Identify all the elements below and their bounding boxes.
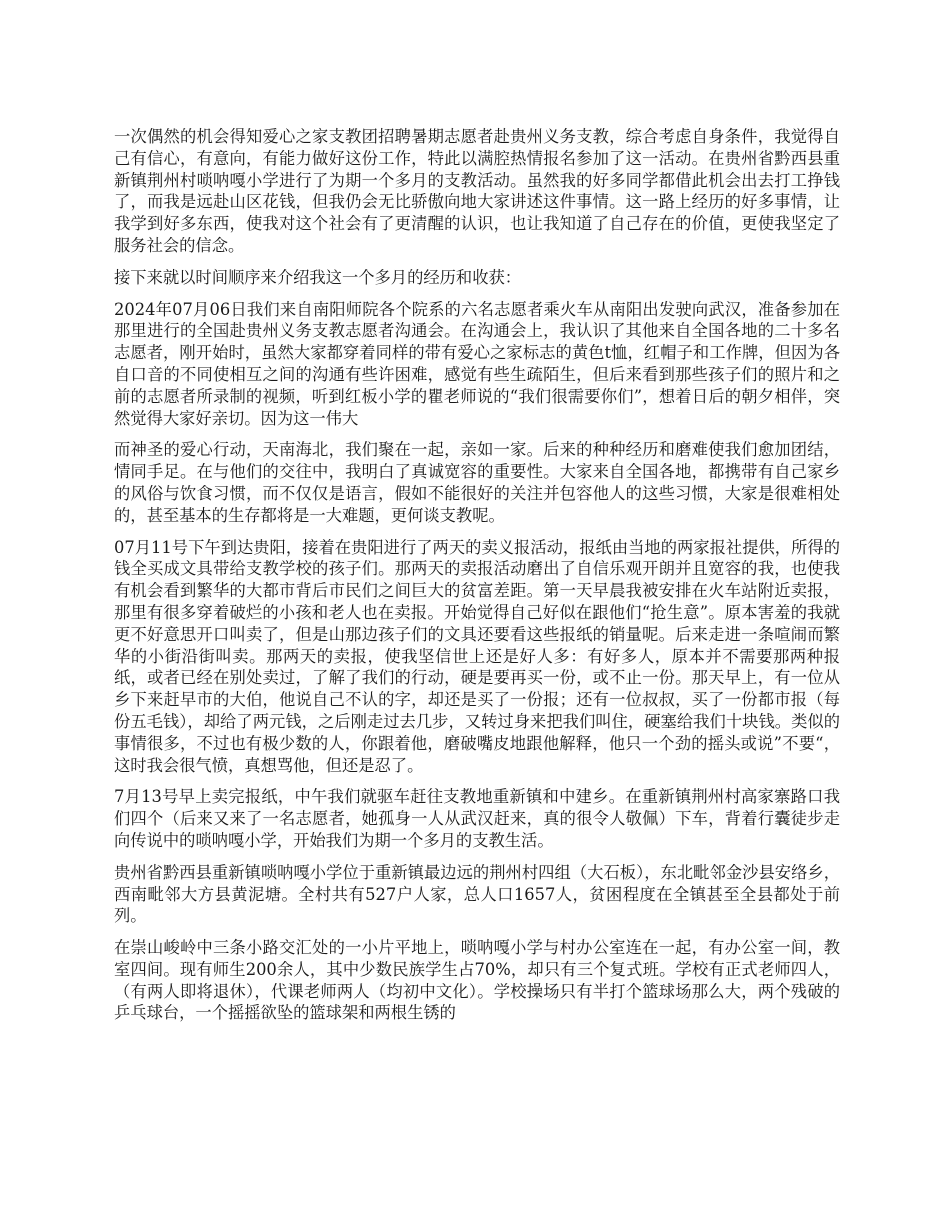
paragraph-school-description: 在崇山峻岭中三条小路交汇处的一小片平地上，唢呐嘎小学与村办公室连在一起，有办公室一间，教室四间。现有师生200余人，其中少数民族学生占70%，却只有三个复式班。学校有正式老师四人，（有两人即将退休），代课老师两人（均初中文化）。学校操场只有半打个篮球场那么大，两个残破的乒乓球台，一个摇摇欲坠的篮球架和两根生锈的 (114, 938, 840, 1023)
paragraph-wuhan-meeting: 2024年07月06日我们来自南阳师院各个院系的六名志愿者乘火车从南阳出发驶向武汉，准备参加在那里进行的全国赴贵州义务支教志愿者沟通会。在沟通会上，我认识了其他来自全国各地的二十多名志愿者，刚开始时，虽然大家都穿着同样的带有爱心之家标志的黄色t恤，红帽子和工作牌，但因为各自口音的不同使相互之间的沟通有些许困难，感觉有些生疏陌生，但后来看到那些孩子们的照片和之前的志愿者所录制的视频，听到红板小学的瞿老师说的“我们很需要你们”，想着日后的朝夕相伴，突然觉得大家好亲切。因为这一伟大 (114, 299, 840, 428)
paragraph-teamwork: 而神圣的爱心行动，天南海北，我们聚在一起，亲如一家。后来的种种经历和磨难使我们愈加团结，情同手足。在与他们的交往中，我明白了真诚宽容的重要性。大家来自全国各地，都携带有自己家乡的风俗与饮食习惯，而不仅仅是语言，假如不能很好的关注并包容他人的这些习惯，大家是很难相处的，甚至基本的生存都将是一大难题，更何谈支教呢。 (114, 440, 840, 525)
paragraph-arrival: 7月13号早上卖完报纸，中午我们就驱车赶往支教地重新镇和中建乡。在重新镇荆州村高家寨路口我们四个（后来又来了一名志愿者，她孤身一人从武汉赶来，真的很令人敬佩）下车，背着行囊徒步走向传说中的唢呐嘎小学，开始我们为期一个多月的支教生活。 (114, 787, 840, 850)
paragraph-overview: 接下来就以时间顺序来介绍我这一个多月的经历和收获： (114, 267, 522, 287)
paragraph-school-location: 贵州省黔西县重新镇唢呐嘎小学位于重新镇最边远的荆州村四组（大石板），东北毗邻金沙县安络乡，西南毗邻大方县黄泥塘。全村共有527户人家，总人口1657人，贫困程度在全镇甚至全县都处于前列。 (114, 862, 840, 926)
paragraph-guiyang-newspaper: 07月11号下午到达贵阳，接着在贵阳进行了两天的卖义报活动，报纸由当地的两家报社提供，所得的钱全买成文具带给支教学校的孩子们。那两天的卖报活动磨出了自信乐观开朗并且宽容的我，也使我有机会看到繁华的大都市背后市民们之间巨大的贫富差距。第一天早晨我被安排在火车站附近卖报，那里有很多穿着破烂的小孩和老人也在卖报。开始觉得自己好似在跟他们“抢生意”。原本害羞的我就更不好意思开口叫卖了，但是山那边孩子们的文具还要看这些报纸的销量呢。后来走进一条喧闹而繁华的小街沿街叫卖。那两天的卖报，使我坚信世上还是好人多：有好多人，原本并不需要那两种报纸，或者已经在别处卖过，了解了我们的行动，硬是要再买一份，或不止一份。那天早上，有一位从乡下来赶早市的大伯，他说自己不认的字，却还是买了一份报；还有一位叔叔，买了一份都市报（每份五毛钱），却给了两元钱，之后刚走过去几步，又转过身来把我们叫住，硬塞给我们十块钱。类似的事情很多，不过也有极少数的人，你跟着他，磨破嘴皮地跟他解释，他只一个劲的摇头或说”不要“，这时我会很气愤，真想骂他，但还是忍了。 (114, 537, 840, 775)
paragraph-intro: 一次偶然的机会得知爱心之家支教团招聘暑期志愿者赴贵州义务支教，综合考虑自身条件，我觉得自己有信心，有意向，有能力做好这份工作，特此以满腔热情报名参加了这一活动。在贵州省黔西县重新镇荆州村唢呐嘎小学进行了为期一个多月的支教活动。虽然我的好多同学都借此机会出去打工挣钱了，而我是远赴山区花钱，但我仍会无比骄傲向地大家讲述这件事情。这一路上经历的好多事情，让我学到好多东西，使我对这个社会有了更清醒的认识，也让我知道了自己存在的价值，更使我坚定了服务社会的信念。 (114, 127, 840, 255)
document-body (114, 126, 840, 1034)
